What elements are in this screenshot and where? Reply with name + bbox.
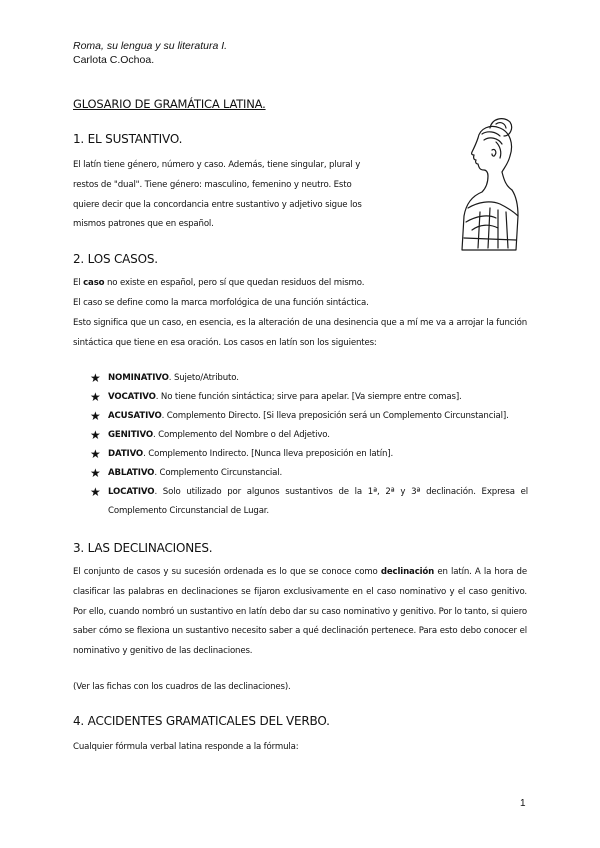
section-3-note: (Ver las fichas con los cuadros de las declinaciones). xyxy=(73,682,291,692)
course-title: Roma, su lengua y su literatura I. xyxy=(73,40,228,52)
section-2-line xyxy=(73,274,525,294)
term-caso: caso xyxy=(83,278,105,288)
list-item xyxy=(92,388,528,407)
section-2-text: El xyxy=(73,278,84,288)
list-item xyxy=(92,369,528,388)
section-2-line: El caso se define como la marca morfológica de una función sintáctica. xyxy=(73,298,369,308)
case-name: ACUSATIVO xyxy=(108,411,162,421)
section-3-text: El conjunto de casos y su sucesión ordenada es lo que se conoce como xyxy=(73,567,381,577)
case-name: ABLATIVO xyxy=(108,468,155,478)
case-desc: . Complemento del Nombre o del Adjetivo. xyxy=(152,430,330,440)
term-declinacion: declinación xyxy=(380,567,435,577)
star-icon: ★ xyxy=(90,428,101,442)
roman-bust-illustration xyxy=(438,112,538,254)
case-desc: . Complemento Directo. [Si lleva preposición será un Complemento Circunstancial]. xyxy=(161,411,509,421)
section-1-line: El latín tiene género, número y caso. Además, tiene singular, plural y xyxy=(73,160,361,170)
list-item xyxy=(92,464,528,483)
star-icon: ★ xyxy=(90,485,101,499)
page-header xyxy=(73,39,227,67)
case-name: GENITIVO xyxy=(108,430,153,440)
section-1-line: quiere decir que la concordancia entre sustantivo y adjetivo sigue los xyxy=(73,199,362,210)
star-icon: ★ xyxy=(90,447,101,461)
case-desc: . Complemento Circunstancial. xyxy=(154,468,283,478)
section-4-heading: 4. ACCIDENTES GRAMATICALES DEL VERBO. xyxy=(73,714,330,728)
case-desc: . Solo utilizado por algunos sustantivos de la 1ª, 2ª y 3ª declinación. Expresa el Complemento Circunstancial de Lugar. xyxy=(108,487,528,516)
section-1-line: mismos patrones que en español. xyxy=(73,219,214,230)
section-3-heading: 3. LAS DECLINACIONES. xyxy=(73,541,213,555)
star-icon: ★ xyxy=(90,390,101,404)
list-item xyxy=(92,407,528,426)
section-2-text: no existe en español, pero sí que quedan residuos del mismo. xyxy=(104,278,365,288)
section-2-paragraph: Esto significa que un caso, en esencia, es la alteración de una desinencia que a mí me va a arrojar la función sintáctica que tiene en esa oración. Los casos en latín son los siguientes: xyxy=(73,318,527,348)
list-item xyxy=(92,426,528,445)
section-4-text: Cualquier fórmula verbal latina responde a la fórmula: xyxy=(73,742,299,752)
section-1-line: restos de "dual". Tiene género: masculino, femenino y neutro. Esto xyxy=(73,179,352,190)
cases-list xyxy=(92,369,528,521)
list-item xyxy=(92,445,528,464)
section-1-heading: 1. EL SUSTANTIVO. xyxy=(73,132,183,146)
section-3-text: en latín. A la hora de clasificar las palabras en declinaciones se fijaron exclusivamente en el caso nominativo y el caso genitivo. Por ello, cuando nombró un sustantivo en latín debo dar su caso nominativo y genitivo. Por lo tanto, si quiero saber cómo se flexiona un sustantivo necesito saber a qué declinación pertenece. Para esto debo conocer el nominativo y genitivo de las declinaciones. xyxy=(73,567,527,657)
case-name: LOCATIVO xyxy=(108,487,155,497)
case-desc: . Sujeto/Atributo. xyxy=(168,373,239,383)
case-name: NOMINATIVO xyxy=(108,373,169,383)
author-name: Carlota C.Ochoa. xyxy=(73,54,155,66)
list-item xyxy=(92,483,528,521)
star-icon: ★ xyxy=(90,409,101,423)
section-1-text xyxy=(73,156,393,235)
page-number: 1 xyxy=(520,798,526,809)
case-name: VOCATIVO xyxy=(108,392,156,402)
star-icon: ★ xyxy=(90,371,101,385)
case-desc: . Complemento Indirecto. [Nunca lleva preposición en latín]. xyxy=(143,449,394,459)
glossary-title: GLOSARIO DE GRAMÁTICA LATINA. xyxy=(73,97,266,111)
case-name: DATIVO xyxy=(108,449,144,459)
case-desc: . No tiene función sintáctica; sirve para apelar. [Va siempre entre comas]. xyxy=(155,392,462,402)
star-icon: ★ xyxy=(90,466,101,480)
section-2-heading: 2. LOS CASOS. xyxy=(73,252,158,266)
section-3-paragraph xyxy=(73,563,527,662)
